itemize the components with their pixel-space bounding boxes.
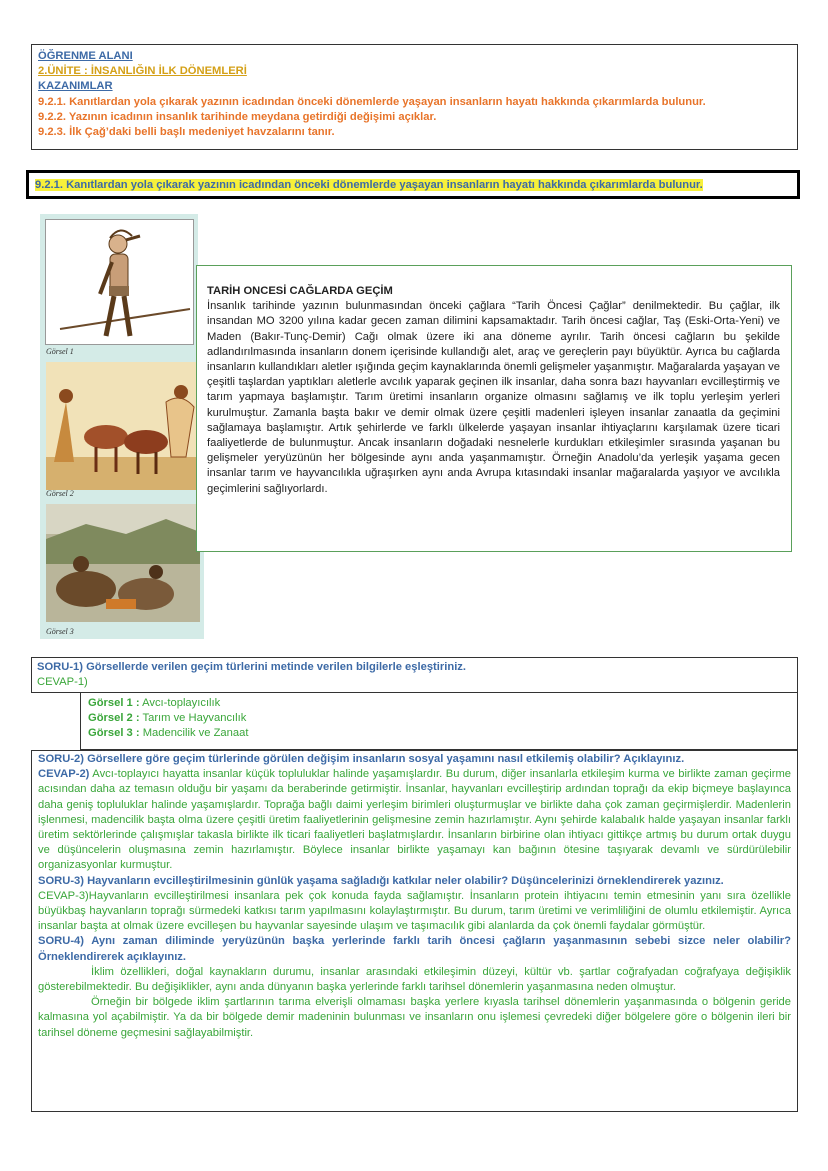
question-1-text: SORU-1) Görsellerde verilen geçim türlerini metinde verilen bilgilerle eşleştiriniz.	[37, 661, 466, 673]
objective-highlight-text: 9.2.1. Kanıtlardan yola çıkarak yazının icadından önceki dönemlerde yaşayan insanların hayatı hakkında çıkarımlarda bulunur.	[35, 179, 703, 191]
questions-2-4-box	[31, 750, 798, 1112]
gain-item: 9.2.2. Yazının icadının insanlık tarihinde meydana getirdiği değişimi açıklar.	[38, 110, 437, 123]
hunter-illustration	[40, 214, 198, 359]
question-2-text: SORU-2) Görsellere göre geçim türlerinde görülen değişim insanların sosyal yaşamını nasıl etkilemiş olabilir? Açıklayınız.	[38, 753, 685, 765]
article-title: TARİH ONCESİ CAĞLARDA GEÇİM	[207, 285, 393, 297]
answer-label: Görsel 2 :	[88, 712, 140, 725]
answer-4-paragraph-2: Örneğin bir bölgede iklim şartlarının tarıma elverişli olmaması başka yerlere kıyasla tarihsel dönemlerin yaşanmasında o bölgenin geride kalmasına yol açabilmiştir. Ya da bir bölgede demir madeninin bulunması ve insanların onu işlemesi çevredeki diğer bölgelere göre o bölgenin ileri bir tarihsel döneme geçmesini sağlayabilmiştir.	[38, 996, 791, 1039]
answer-2	[38, 767, 791, 873]
image-gorsel-3	[40, 501, 204, 639]
article-body: İnsanlık tarihinde yazının bulunmasından önceki çağlara “Tarih Öncesi Çağlar” denilmektedir. Bu çağlar, ilk insandan MO 3200 yılına kadar gecen zaman dilimini kapsamaktadır. Tarih öncesi cağlar, Taş (Eski-Orta-Yeni) ve Maden (Bakır-Tunç-Demir) Cağı olmak üzere iki ana döneme ayrılır. Tarih öncesi cağların bu şekilde adlandırılmasında insanların donem içerisinde kullandığı alet, araç ve gereçlerin payı büyüktür. Ayrıca bu cağlarda insanların kullandıkları aletler ışığında geçim kaynaklarında önemli gelişmeler yaşanmıştır. Mağaralarda yaşayan ve çeşitli taşlardan yaptıkları aletlerle avcılık yaparak geçinen ilk insanlar, daha sonra bazı hayvanları evcilleştirmiş ve tarım yapmaya başlamıştır. Tarım üretimi insanların organize olmasını sağlamış ve ilk toplu yerleşim yerleri kurulmuştur. Zamanla başta bakır ve demir olmak üzere çeşitli madenleri işleyen insanlar zanaatla da geçimini sağlamaya başlamıştır. Artık şehirlerde ve farklı ülkelerde yaşayan insanlar ihtiyaçlarını karşılamak üzere ticari faaliyetlerde de bulunmuştur. Ancak insanların doğadaki nesnelerle kurdukları etkileşimler sırasında yaşanan bu gelişmeler yeryüzünün her bölgesinde aynı anda yaşanmamıştır. Örneğin Anadolu’da yerleşik yaşama gecen insanlar tarım ve hayvancılıkla uğraşırken aynı anda Avrupa kıtasındaki insanlar mağaralarda yaşıyor ve avcılıkla geçimlerini sağlıyorlardı.	[207, 300, 780, 495]
answer-label: Görsel 3 :	[88, 727, 140, 740]
gains-heading: KAZANIMLAR	[38, 80, 113, 93]
answer-3-text: CEVAP-3)Hayvanların evcilleştirilmesi insanlara pek çok konuda fayda sağlamıştır. İnsanların protein ihtiyacını temin etmesinin yanı sıra özellikle büyükbaş hayvanların toprağı sürmedeki katkısı tarım yapılmasını kolaylaştırmıştır. Bu durum, tarım üretimi ve verimliliğini de olumlu etkilemiştir. Ayrıca insanlar başta at olmak üzere evcilleşen bu hayvanlar sayesinde ulaşım ve taşımacılık gibi alanlarda da çok önemli faydalar görmüştür.	[38, 889, 791, 933]
answer-1-label: CEVAP-1)	[37, 676, 88, 689]
question-4-text: SORU-4) Aynı zaman diliminde yeryüzünün başka yerlerinde farklı tarih öncesi çağların yaşanmasının sebebi sizce neler olabilir? Örneklendirerek açıklayınız.	[38, 935, 791, 963]
gain-item: 9.2.1. Kanıtlardan yola çıkarak yazının icadından önceki dönemlerde yaşayan insanların hayatı hakkında çıkarımlarda bulunur.	[38, 95, 706, 108]
learning-area-heading: ÖĞRENME ALANI	[38, 50, 133, 62]
image-caption: Görsel 1	[46, 347, 74, 356]
learning-area-box	[31, 44, 798, 150]
answer-1-row	[88, 711, 790, 726]
image-gorsel-2	[40, 359, 198, 501]
image-gorsel-1	[40, 214, 198, 359]
objective-highlight-box	[26, 170, 800, 199]
unit-title: 2.ÜNİTE : İNSANLIĞIN İLK DÖNEMLERİ	[38, 65, 247, 78]
answer-4-paragraph-1: İklim özellikleri, doğal kaynakların durumu, insanlar arasındaki etkileşimin düzeyi, kültür vb. şartlar coğrafyadan coğrafyaya değişiklik gösterebilmektedir. Bu değişiklikler, aynı anda dünyanın başka yerlerinde farklı tarihsel dönemlerin yaşanmasına neden olmuştur.	[38, 965, 791, 994]
answer-1-row	[88, 696, 790, 711]
answer-value: Avcı-toplayıcılık	[142, 697, 221, 709]
farming-illustration	[46, 362, 198, 490]
article-box	[196, 265, 792, 552]
answer-label: Görsel 1 :	[88, 697, 140, 709]
question-1-box	[31, 657, 798, 693]
gain-item: 9.2.3. İlk Çağ’daki belli başlı medeniyet havzalarını tanır.	[38, 126, 335, 139]
answer-2-label: CEVAP-2)	[38, 768, 90, 781]
image-caption: Görsel 3	[46, 627, 74, 636]
image-caption: Görsel 2	[46, 489, 74, 498]
answer-value: Madencilik ve Zanaat	[142, 727, 249, 740]
answer-2-text: Avcı-toplayıcı hayatta insanlar küçük topluluklar halinde yaşamışlardır. Bu durum, diğer insanlarla etkileşim kurma ve birlikte zaman geçirme acısından daha az temasın olduğu bir yaşamı da beraberinde getirmiştir. İnsanlar, hayvanları evcilleştirip ardından toprağı da ekip biçmeye başlayınca daha geniş topluluklar halinde yaşamışlardır. Toprağa bağlı daimi yerleşim birimleri oluşturmuşlar ve birlikte daha çok zaman geçirmişlerdir. Madenlerin işlenmesi, madencilik başta olma üzere çeşitli üretim faaliyetlerinin gelişmesine zemin hazırlamıştır. Aynı şehirde kalabalık halde yaşayan insanlar farklı üretim sektörlerinde çalışmışlar takasla birlikte ilk ticari faaliyetleri başlatmışlardır. İnsanların birbirine olan ihtiyacı gittikçe artmış bu durum ortak duygu ve düşüncelerin oluşmasına zemin hazırlamıştır. Böylece insanlar birlikte yaşamayı kan bağının ötesine taşıyarak devamlı ve sürdürülebilir organizasyonlar kurmuştur.	[38, 768, 791, 872]
answer-value: Tarım ve Hayvancılık	[142, 712, 247, 725]
question-3-text: SORU-3) Hayvanların evcilleştirilmesinin günlük yaşama sağladığı katkılar neler olabilir? Düşüncelerinizi örneklendirerek yazınız.	[38, 874, 724, 887]
answer-1-box	[80, 693, 798, 750]
answer-1-row	[88, 726, 790, 741]
metalwork-illustration	[46, 504, 200, 622]
